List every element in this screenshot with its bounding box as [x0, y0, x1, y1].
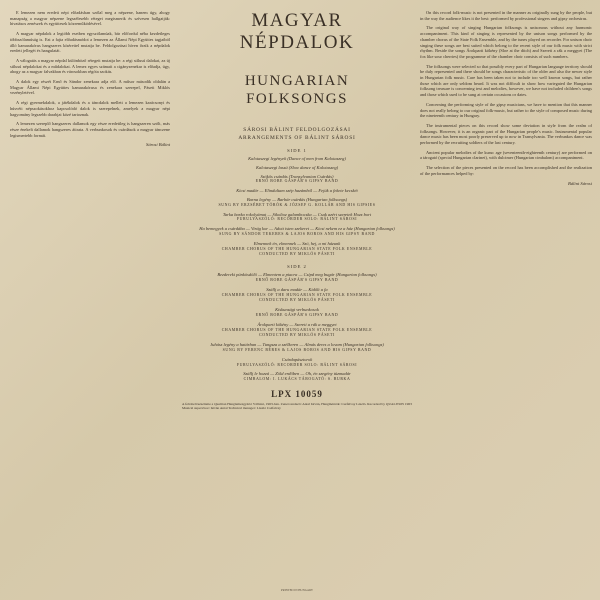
print-footer: PRINTED IN HUNGARY [280, 588, 314, 592]
title-hungarian-line-1: MAGYAR [251, 10, 343, 31]
en-note-paragraph: Ancient popular melodies of the kuruc age (seventeenth-eighteenth century) are performed on a tárogató (special Hungarian clarinet), with dulcimer (Hungarian cimbalom) accompaniment. [420, 149, 592, 161]
track-performer: CIMBALOM: I. LUKÁCS TÁROGATÓ: S. BURKA [243, 377, 351, 382]
track-performer: ERNŐ BOBE GÁSPÁR'S GIPSY BAND [255, 179, 339, 184]
en-note-paragraph: The selection of the pieces presented on the record has been accomplished and the realization of the performances helped by: [420, 165, 592, 176]
track-performer: ERNŐ BOBE GÁSPÁR'S GIPSY BAND [255, 277, 339, 282]
hu-note-signature: Sárosi Bálint [146, 142, 170, 148]
track-title: Barna legény — Barbár csárdás (Hungarian folksongs) [246, 196, 348, 202]
track-performer: ERNŐ BOBE GÁSPÁR'S GIPSY BAND [255, 312, 339, 317]
side-1-label: SIDE 1 [287, 148, 307, 153]
hu-note-paragraph: A dalok egy részét Ernő és Sándor zenekara adja elő. A műsor második oldalán a Magyar Állami Népi Együttes kamarakórusa és zenekara szerepel, Páseti Miklós vezényletével. [10, 79, 170, 96]
hu-note-paragraph: A magyar népdalok a legtöbb esetben egyszólamúak, bár előfordul néha kezdetleges többszólamúság is. Ezt a fajta előadásmódot a lemezen az Állami Népi Együttes tagjaiból álló kamarakórus hangszeres kísérettel mutatja be. Feldolgozásai híven őrzik a népdalok eredeti jellegét és hangulatát. [10, 31, 170, 54]
track-performer: CHAMBER CHORUS OF THE HUNGARIAN STATE FOLK ENSEMBLE [221, 246, 373, 251]
track-title: Kicsi madár — Elindultam szép hazámból — Fejük a fekete kecskét [236, 188, 358, 194]
track-title: Tarka barka rokolyámat — Sikoltoz galambocska — Csak azért szeretek Hozz bort [222, 211, 372, 217]
track-performer: CHAMBER CHORUS OF THE HUNGARIAN STATE FOLK ENSEMBLE [221, 292, 373, 297]
track-item [182, 307, 412, 319]
track-title: Árokparti kökény — Szereti a rák a meggyet [257, 321, 337, 327]
track-title: Kalotaszegi lassú (Slow dance of Kalotaszeg) [255, 164, 339, 170]
track-item [182, 272, 412, 284]
hu-note-paragraph: A lemezen szereplő hangszeres dallamok egy része eredetileg is hangszeren szólt, más része énekelt dallamok hangszeres átirata. A verbunkosok és csárdások a magyar tánczene legismertebb formái. [10, 121, 170, 138]
english-notes-column [420, 10, 592, 186]
track-conductor: CONDUCTED BY MIKLÓS PÁSETI [259, 298, 335, 303]
track-item [182, 188, 412, 194]
track-performer: SUNG BY SÁNDOR TEKERES & LAJOS BOROS AND HIS GIPSY BAND [219, 231, 375, 236]
track-performer: FURULYASZÓLÓ: RECORDER SOLO: BÁLINT SÁROSI [236, 217, 358, 222]
track-conductor: CONDUCTED BY MIKLÓS PÁSETI [259, 333, 335, 338]
track-title: Ha bemegyek a csárdába — Virág kor — Adott isten szekeret — Kicsi nekem ez a ház (Hungarian folksongs) [199, 226, 395, 232]
side-2-tracks [182, 272, 412, 383]
hungarian-notes-column [10, 10, 170, 147]
side-1-tracks [182, 156, 412, 258]
track-item [182, 371, 412, 383]
en-note-signature: Bálint Sárosi [568, 180, 592, 186]
track-item [182, 174, 412, 186]
hu-note-paragraph: A régi gyermekdalok, a játékdalok és a táncdalok mellett a lemezen karácsonyi és húsvéti népszokásokhoz kapcsolódó dalok is szerepelnek, amelyek a magyar népi hagyomány legszebb darabjai közé tartoznak. [10, 100, 170, 117]
en-note-paragraph: The original way of singing Hungarian folksongs is unisonous without any harmonic accompaniment. This kind of singing is represented by the unison songs performed by the chamber chorus of the State Folk Ensemble, and by the tunes played on recorder. For unison choir singing these songs are best suited which belong to the recent style of our folk music with strict rhythm. Beside the songs Árokparti kökény (Sloe at the ditch) and Szereti a rák a meggyet (The fox like sour cherries) the programme of the chamber choir consists of such numbers. [420, 25, 592, 59]
track-performer: SUNG BY ERZSÉBET TÖRÖK & JÓZSEF G. KOLLÁR AND HIS GIPSIES [218, 202, 376, 207]
side-2-label: SIDE 2 [287, 264, 307, 270]
track-item [182, 322, 412, 339]
track-conductor: CONDUCTED BY MIKLÓS PÁSETI [259, 252, 335, 257]
track-title: Bezdereki pünkösdölő — Elmentem a piacra — Csípd meg bugár (Hungarian folksongs) [217, 272, 377, 278]
track-performer: SUNG BY FERENC BÉRES & LAJOS BOROS AND HIS GIPSY BAND [222, 347, 372, 352]
en-note-paragraph: The instrumental pieces on this record show some deviation in style from the realm of folksongs. However, it is an organic part of the Hungarian people's music. Instrumental popular dance music has been most poorly preserved up to now in Transylvania. The verbunkos dance was performed by the recruiting soldiers of the last century. [420, 122, 592, 146]
track-item [182, 165, 412, 171]
track-title: Juhász legény a határban — Tungsza a szélkeren — Almás deres a lovam (Hungarian folksongs) [210, 342, 384, 348]
tracklist-column [182, 6, 412, 411]
track-item [182, 197, 412, 209]
arranger-english: ARRANGEMENTS OF BÁLINT SÁROSI [238, 135, 356, 141]
track-title: Szállj a daru madár — Kidőlt a fa [266, 286, 328, 292]
track-title: Kalotaszegi legények (Dance of men from Kalotaszeg) [248, 156, 346, 161]
track-title: Csárdapásztorok [281, 356, 313, 362]
track-item [182, 342, 412, 354]
track-title: Kiskunsági verbunkosok [275, 307, 319, 313]
track-title: Elmennek én, elmennek — Szó, hej, a mi házunk [253, 240, 341, 246]
track-item [182, 287, 412, 304]
title-hungarian-line-2: NÉPDALOK [239, 32, 355, 53]
track-item [182, 212, 412, 224]
track-performer: CHAMBER CHORUS OF THE HUNGARIAN STATE FOLK ENSEMBLE [221, 327, 373, 332]
catalog-number: LPX 10059 [271, 388, 323, 399]
hu-note-paragraph: E lemezen nem eredeti népi előadásban szólal meg a népzene, hanem úgy, ahogy manapság a magyar népzene legszélesebb rétegei megismerik és szívesen hallgatják: hivatásos zenészek és együttesek közreműködésével. [10, 10, 170, 27]
hu-note-paragraph: A válogatás a magyar népdal különböző rétegeit mutatja be: a régi stílusú dalokat, az új stílusú népdalokat és a műdalokat. A lemez egyes számait a cigányzenekar is előadja, úgy, ahogy az a magyar falvakban és városokban régóta szokás. [10, 57, 170, 75]
track-title: Szökős csárdás (Transylvanian Csárdás) [260, 173, 334, 179]
en-note-paragraph: Concerning the performing style of the gipsy musicians, we have to mention that this manner does not really belong to our original folk-music, but rather to the style of composed music during the nineteenth century in Hungary. [420, 101, 592, 119]
recording-credits: A felvételt készítette a Qualiton Hanglemezgyártó Vállalat, 1963-ban. Zenei rendező: Antal István, Hangmérnök: Cséfalvay László. Recorded by QUALITON 1963 Musical supervisor: István Antal Technical manager: László Csáfalvay [182, 401, 412, 411]
arranger-hungarian: SÁROSI BÁLINT FELDOLGOZÁSAI [243, 127, 351, 133]
track-item [182, 226, 412, 238]
title-english-line-2: FOLKSONGS [246, 91, 348, 107]
en-note-paragraph: The folksongs were selected so that possibly every part of Hungarian language territory should be duly represented and there should be songs characteristic of the older and also the newer style in Hungarian folk music. Care has been taken not to include too well known songs, but rather those which are only seldom heard. It was not difficult to show how variegated the Hungarian folksong treasure is concerning text and melodies, however, we have not included children's songs and those which used to be sung at certain occasions or dates. [420, 63, 592, 98]
track-title: Szállj le hozzá — Zöld erdőben — Oh, én szegény tüzmadár [243, 371, 351, 377]
track-item [182, 156, 412, 162]
track-item [182, 241, 412, 258]
track-item [182, 357, 412, 369]
track-performer: FURULYASZÓLÓ: RECORDER SOLO: BÁLINT SÁROSI [236, 362, 358, 367]
en-note-paragraph: On this record folk-music is not presented in the manner as originally sung by the people, but in the way the audience likes it the best: performed by professional singers and gipsy orchestras. [420, 10, 592, 21]
title-english-line-1: HUNGARIAN [244, 73, 350, 89]
